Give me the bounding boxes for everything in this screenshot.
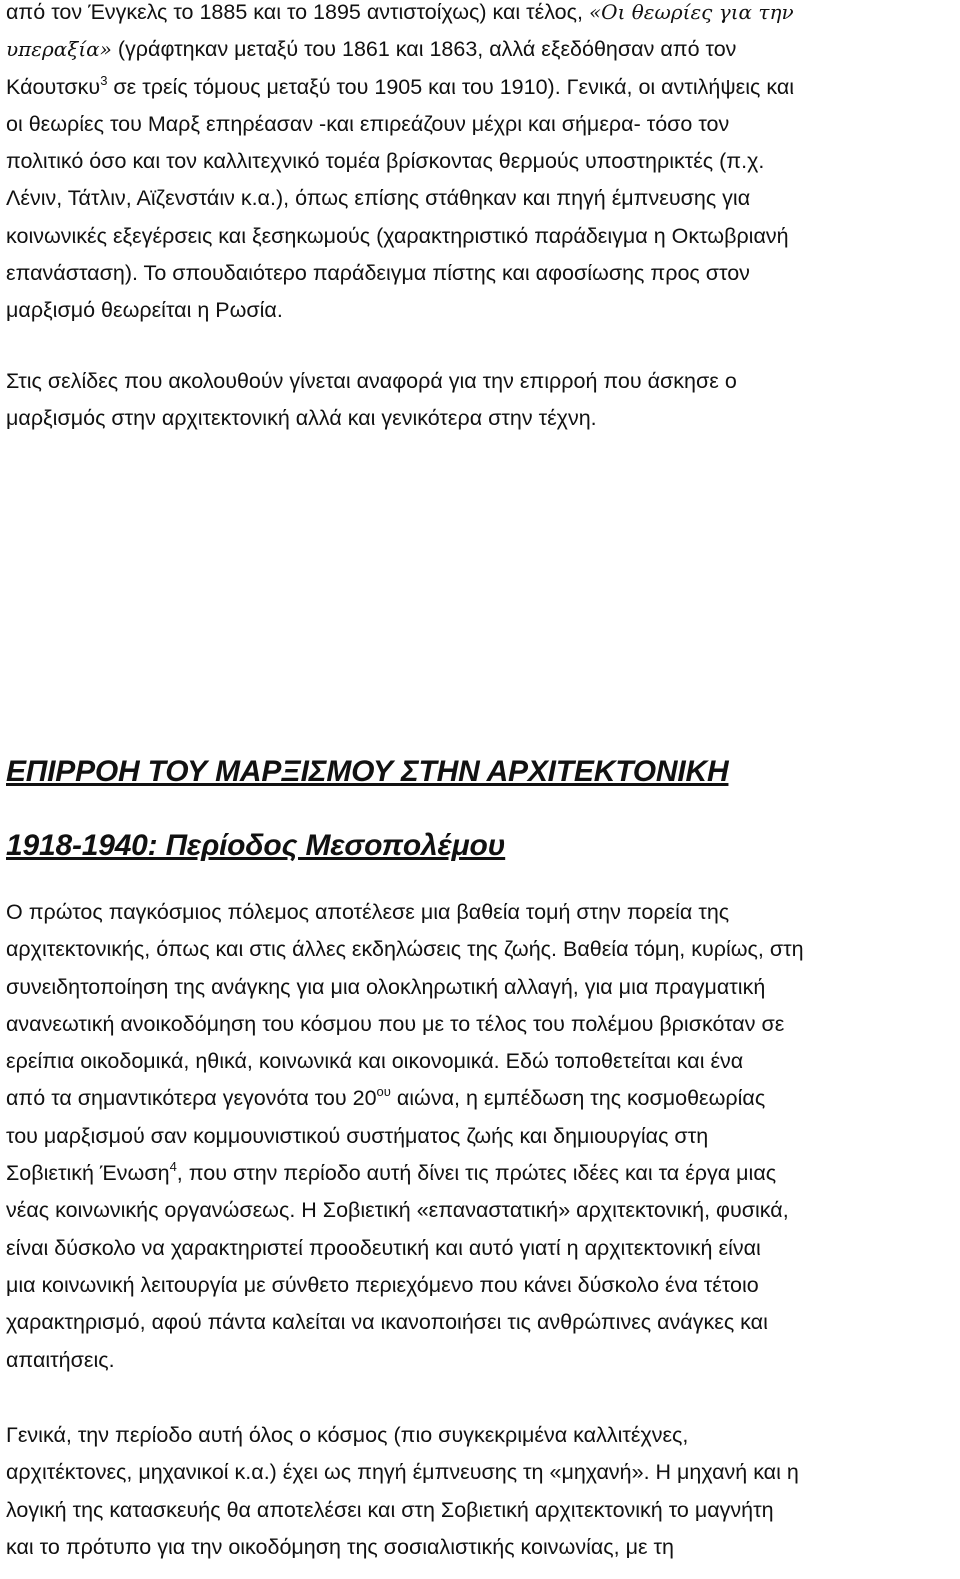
footnote-marker-4[interactable]: 4 [169, 1159, 177, 1175]
paragraph-2: Στις σελίδες που ακολουθούν γίνεται αναφορά για την επιρροή που άσκησε ο μαρξισμός στην αρχιτεκτονική αλλά και γενικότερα στην τέχνη. [6, 369, 737, 431]
section-heading: ΕΠΙΡΡΟΗ ΤΟΥ ΜΑΡΞΙΣΜΟΥ ΣΤΗΝ ΑΡΧΙΤΕΚΤΟΝΙΚΗ [6, 755, 729, 788]
paragraph-3 [6, 894, 946, 1379]
intro-italic-title-part2: υπεραξία» [6, 37, 112, 62]
footnote-marker-3[interactable]: 3 [100, 72, 108, 88]
paragraph-4: Γενικά, την περίοδο αυτή όλος ο κόσμος (πιο συγκεκριμένα καλλιτέχνες, αρχιτέκτονες, μηχανικοί κ.α.) έχει ως πηγή έμπνευσης τη «μηχανή». Η μηχανή και η λογική της κατασκευής θα αποτελέσει και στη Σοβιετική αρχιτεκτονική το μαγνήτη και το πρότυπο για την οικοδόμηση της σοσιαλιστικής κοινωνίας, με τη [6, 1423, 799, 1559]
superscript-ou: ου [376, 1084, 391, 1100]
subsection-heading: 1918-1940: Περίοδος Μεσοπολέμου [6, 829, 506, 862]
paragraph-3-part3: , που στην περίοδο αυτή δίνει τις πρώτες ιδέες και τα έργα μιας νέας κοινωνικής οργανώσεως. Η Σοβιετική «επαναστατική» αρχιτεκτονική, φυσικά, είναι δύσκολο να χαρακτηριστεί προοδευτική και αυτό γιατί η αρχιτεκτονική είναι μια κοινωνική λειτουργία με σύνθετο περιεχόμενο που κάνει δύσκολο ένα τέτοιο χαρακτηρισμό, αφού πάντα καλείται να ικανοποιήσει τις ανθρώπινες ανάγκες και απαιτήσεις. [6, 1161, 789, 1372]
intro-line3-text: Κάουτσκυ [6, 74, 101, 99]
intro-line1-text: από τον Ένγκελς το 1885 και το 1895 αντιστοίχως) και τέλος, [6, 0, 589, 24]
paragraph-3-part2: αιώνα, η εμπέδωση της κοσμοθεωρίας του μαρξισμού σαν κομμουνιστικού συστήματος ζωής και δημιουργίας στη Σοβιετική Ένωση [6, 1086, 766, 1186]
paragraph-3-part1: Ο πρώτος παγκόσμιος πόλεμος αποτέλεσε μια βαθεία τομή στην πορεία της αρχιτεκτονικής, όπως και στις άλλες εκδηλώσεις της ζωής. Βαθεία τόμη, κυρίως, στη συνειδητοποίηση της ανάγκης για μια ολοκληρωτική αλλαγή, για μια πραγματική ανανεωτική ανοικοδόμηση του κόσμου που με το τέλος του πολέμου βρισκόταν σε ερείπια οικοδομικά, ηθικά, κοινωνικά και οικονομικά. Εδώ τοποθετείται και ένα από τα σημαντικότερα γεγονότα του 20 [6, 900, 804, 1111]
intro-line2-text: (γράφτηκαν μεταξύ του 1861 και 1863, αλλά εξεδόθησαν από τον [111, 37, 737, 62]
intro-italic-title-part1: «Οι θεωρίες για την [588, 0, 794, 24]
intro-line3-rest: σε τρείς τόμους μεταξύ του 1905 και του 1910). Γενικά, οι αντιλήψεις και [107, 74, 795, 99]
intro-rest-text: οι θεωρίες του Μαρξ επηρέασαν -και επιρεάζουν μέχρι και σήμερα- τόσο τον πολιτικό όσο και τον καλλιτεχνικό τομέα βρίσκοντας θερμούς υποστηρικτές (π.χ. Λένιν, Τάτλιν, Αϊζενστάιν κ.α.), όπως επίσης στάθηκαν και πηγή έμπνευσης για κοινωνικές εξεγέρσεις και ξεσηκωμούς (χαρακτηριστικό παράδειγμα η Οκτωβριανή επανάσταση). Το σπουδαιότερο παράδειγμα πίστης και αφοσίωσης προς στον μαρξισμό θεωρείται η Ρωσία. [6, 111, 789, 323]
intro-paragraph [6, 0, 946, 330]
